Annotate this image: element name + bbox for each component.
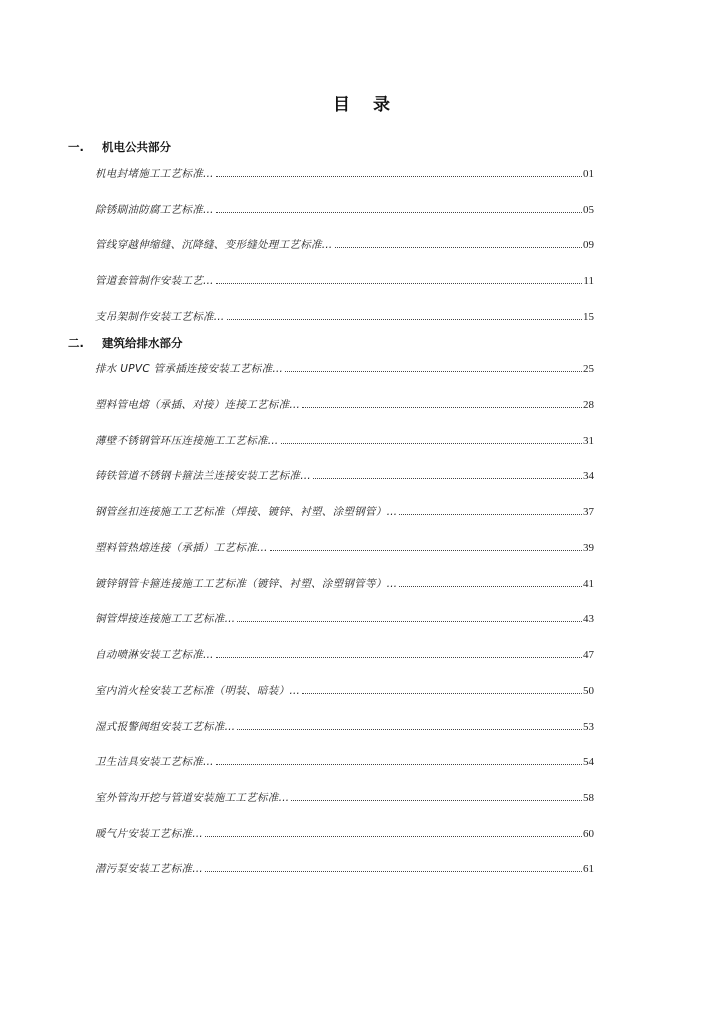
toc-entry-title: 铜管焊接连接施工工艺标准… (95, 613, 236, 625)
toc-entry-title: 室外管沟开挖与管道安装施工工艺标准… (95, 792, 290, 804)
toc-entry-title: 塑料管热熔连接（承插）工艺标准… (95, 542, 268, 554)
toc-entry-page: 60 (583, 828, 594, 840)
toc-entry-title: 镀锌钢管卡箍连接施工工艺标准（镀锌、衬塑、涂塑钢管等）… (95, 578, 398, 590)
toc-entry-title: 机电封堵施工工艺标准… (95, 168, 214, 180)
toc-entry-page: 11 (583, 275, 594, 287)
dot-leader (270, 549, 582, 551)
dot-leader (205, 835, 582, 837)
dot-leader (302, 692, 582, 694)
toc-entry-page: 28 (583, 399, 594, 411)
dot-leader (216, 656, 582, 658)
toc-entry[interactable] (95, 541, 594, 555)
toc-entry-title: 暖气片安装工艺标准… (95, 828, 203, 840)
toc-entry-title: 排水 UPVC 管承插连接安装工艺标准… (95, 363, 284, 375)
toc-entry[interactable] (95, 469, 594, 483)
section-label: 机电公共部分 (102, 140, 171, 154)
toc-entry[interactable] (95, 648, 594, 662)
dot-leader (237, 620, 582, 622)
dot-leader (291, 799, 582, 801)
toc-entry-title: 管线穿越伸缩缝、沉降缝、变形缝处理工艺标准… (95, 239, 333, 251)
section-number: 二. (68, 336, 84, 350)
toc-entry[interactable] (95, 398, 594, 412)
toc-entry-page: 15 (583, 311, 594, 323)
toc-entry[interactable] (95, 505, 594, 519)
toc-entry-page: 50 (583, 685, 594, 697)
dot-leader (237, 728, 582, 730)
dot-leader (281, 442, 582, 444)
toc-entry[interactable] (95, 755, 594, 769)
toc-entry[interactable] (95, 434, 594, 448)
dot-leader (216, 282, 583, 284)
toc-entry-title: 塑料管电熔（承插、对接）连接工艺标准… (95, 399, 301, 411)
toc-entry-title: 除锈刷油防腐工艺标准… (95, 204, 214, 216)
toc-entry[interactable] (95, 612, 594, 626)
toc-entry-title: 铸铁管道不锈钢卡箍法兰连接安装工艺标准… (95, 470, 311, 482)
toc-entry-page: 53 (583, 721, 594, 733)
toc-entry-title: 薄壁不锈钢管环压连接施工工艺标准… (95, 435, 279, 447)
page-title (0, 90, 724, 115)
toc-entry[interactable] (95, 203, 594, 217)
section-heading-1 (68, 139, 171, 155)
toc-entry-title: 自动喷淋安装工艺标准… (95, 649, 214, 661)
toc-entry-page: 41 (583, 578, 594, 590)
toc-entry-title: 湿式报警阀组安装工艺标准… (95, 721, 236, 733)
dot-leader (302, 406, 582, 408)
title-char-left: 目 (333, 95, 351, 115)
toc-entry[interactable] (95, 274, 594, 288)
toc-entry-page: 39 (583, 542, 594, 554)
toc-entry[interactable] (95, 310, 594, 324)
dot-leader (285, 370, 582, 372)
toc-entry-title: 室内消火栓安装工艺标准（明装、暗装）… (95, 685, 301, 697)
toc-entry[interactable] (95, 791, 594, 805)
section-heading-2 (68, 335, 183, 351)
dot-leader (399, 513, 582, 515)
toc-entry-title: 支吊架制作安装工艺标准… (95, 311, 225, 323)
toc-entry-page: 43 (583, 613, 594, 625)
toc-entry-page: 61 (583, 863, 594, 875)
toc-entry-page: 47 (583, 649, 594, 661)
dot-leader (216, 763, 582, 765)
toc-entry-page: 54 (583, 756, 594, 768)
toc-entry-page: 01 (583, 168, 594, 180)
dot-leader (227, 318, 582, 320)
toc-entry-title: 管道套管制作安装工艺… (95, 275, 214, 287)
toc-entry-page: 37 (583, 506, 594, 518)
toc-entry-page: 05 (583, 204, 594, 216)
toc-entry[interactable] (95, 720, 594, 734)
toc-entry-page: 31 (583, 435, 594, 447)
toc-entry-title: 卫生洁具安装工艺标准… (95, 756, 214, 768)
toc-entry-page: 09 (583, 239, 594, 251)
toc-entry[interactable] (95, 577, 594, 591)
toc-entry[interactable] (95, 684, 594, 698)
toc-entry-title: 钢管丝扣连接施工工艺标准（焊接、镀锌、衬塑、涂塑钢管）… (95, 506, 398, 518)
toc-entry[interactable] (95, 827, 594, 841)
toc-entry-page: 34 (583, 470, 594, 482)
toc-entry-page: 58 (583, 792, 594, 804)
dot-leader (335, 246, 582, 248)
toc-entry[interactable] (95, 862, 594, 876)
section-number: 一. (68, 140, 84, 154)
toc-entry[interactable] (95, 238, 594, 252)
toc-entry[interactable] (95, 167, 594, 181)
toc-entry[interactable] (95, 362, 594, 376)
dot-leader (313, 477, 582, 479)
dot-leader (216, 211, 582, 213)
dot-leader (399, 585, 582, 587)
toc-entry-title: 潜污泵安装工艺标准… (95, 863, 203, 875)
title-char-right: 录 (373, 95, 391, 115)
dot-leader (205, 870, 582, 872)
section-label: 建筑给排水部分 (102, 336, 183, 350)
toc-entry-page: 25 (583, 363, 594, 375)
dot-leader (216, 175, 582, 177)
